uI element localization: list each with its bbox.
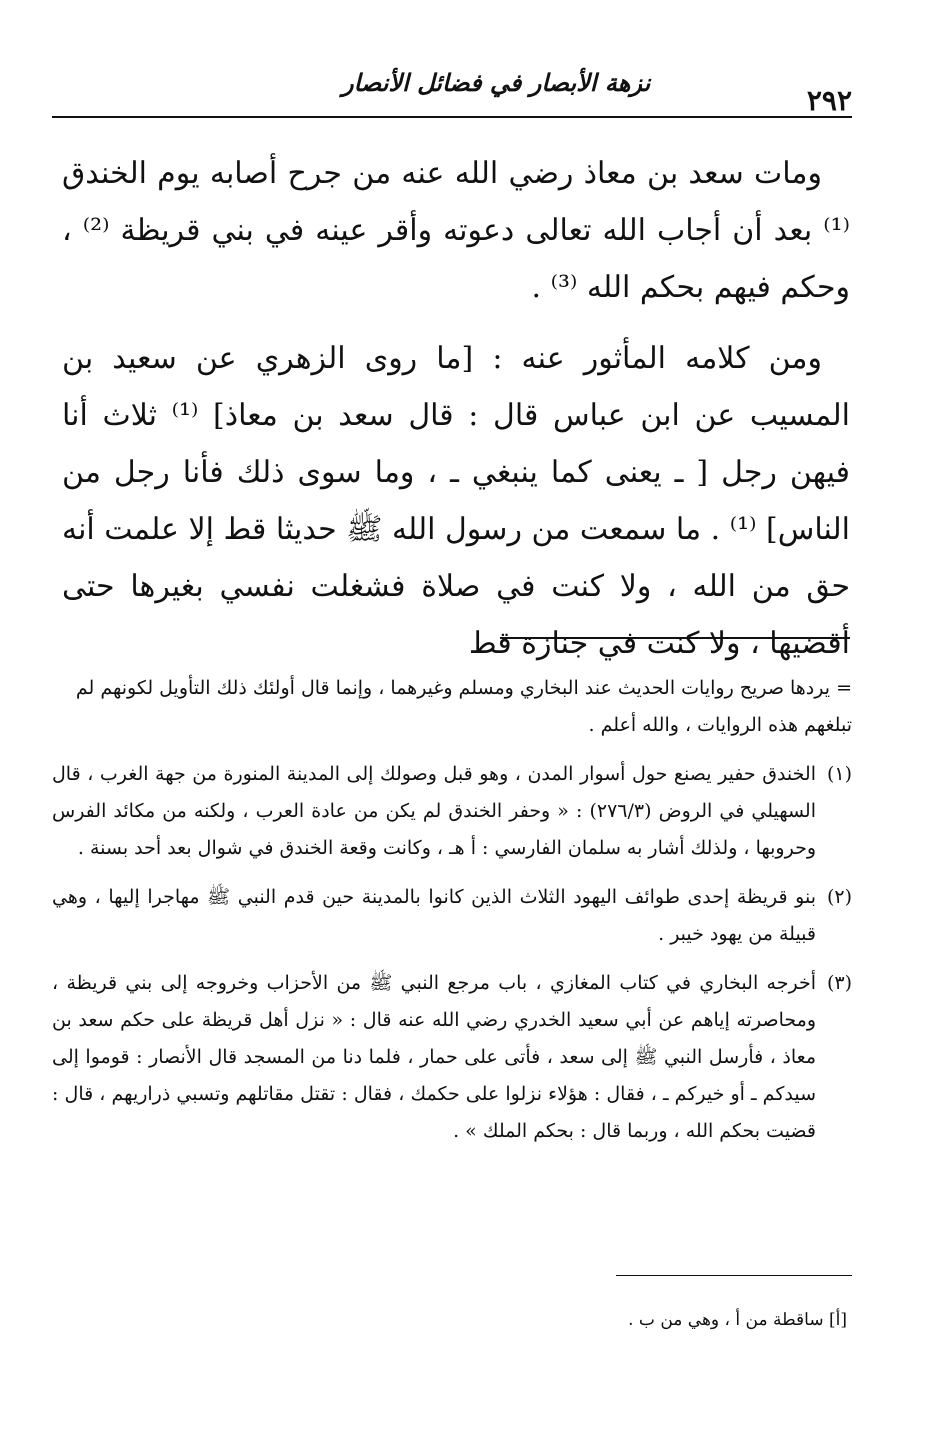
footnote xyxy=(52,756,852,867)
footnote-text: بنو قريظة إحدى طوائف اليهود الثلاث الذين كانوا بالمدينة حين قدم النبي ﷺ مهاجرا إليها ، وهي قبيلة من يهود خيبر . xyxy=(52,886,816,945)
main-text xyxy=(62,145,850,672)
footnote-text: الخندق حفير يصنع حول أسوار المدن ، وهو قبل وصولك إلى المدينة المنورة من جهة الغرب ، قال السهيلي في الروض (٢٧٦/٣) : « وحفر الخندق لم يكن من عادة العرب ، ولكنه من مكائد الفرس وحروبها ، ولذلك أشار به سلمان الفارسي : أ هـ ، وكانت وقعة الخندق في شوال بعد أحد بسنة . xyxy=(52,763,816,859)
variant-separator xyxy=(616,1275,852,1276)
page-header xyxy=(52,62,852,122)
footnote-separator xyxy=(500,637,850,639)
footnote xyxy=(52,965,852,1150)
book-title: نزهة الأبصار في فضائل الأنصار xyxy=(342,68,651,97)
header-rule xyxy=(52,116,852,118)
page-number: ٢٩٢ xyxy=(806,84,852,117)
footnote-number: (١) xyxy=(826,763,852,785)
footnote-text: أخرجه البخاري في كتاب المغازي ، باب مرجع النبي ﷺ من الأحزاب وخروجه إلى بني قريظة ، ومحاصرته إياهم عن أبي سعيد الخدري رضي الله عنه قال : « نزل أهل قريظة على حكم سعد بن معاذ ، فأرسل النبي ﷺ إلى سعد ، فأتى على حمار ، فلما دنا من المسجد قال الأنصار : قوموا إلى سيدكم ـ أو خيركم ـ ، فقال : هؤلاء نزلوا على حكمك ، فقال : تقتل مقاتلهم وتسبي ذراريهم ، قال : قضيت بحكم الله ، وربما قال : بحكم الملك » . xyxy=(52,972,816,1142)
footnote-number: (٣) xyxy=(826,972,852,994)
footnotes xyxy=(52,670,852,1162)
footnote-number: (٢) xyxy=(826,886,852,908)
main-paragraph: ومات سعد بن معاذ رضي الله عنه من جرح أصابه يوم الخندق ⁽¹⁾ بعد أن أجاب الله تعالى دعوته وأقر عينه في بني قريظة ⁽²⁾ ، وحكم فيهم بحكم الله ⁽³⁾ . xyxy=(62,156,850,305)
footnote-continuation: = يردها صريح روايات الحديث عند البخاري ومسلم وغيرهما ، وإنما قال أولئك ذلك التأويل لكونهم لم تبلغهم هذه الروايات ، والله أعلم . xyxy=(75,677,852,736)
footnote xyxy=(52,879,852,953)
main-paragraph: ومن كلامه المأثور عنه : [ما روى الزهري عن سعيد بن المسيب عن ابن عباس قال : قال سعد بن معاذ] ⁽¹⁾ ثلاث أنا فيهن رجل [ ـ يعنى كما ينبغي ـ ، وما سوى ذلك فأنا رجل من الناس] ⁽¹⁾ . ما سمعت من رسول الله ﷺ حديثا قط إلا علمت أنه حق من الله ، ولا كنت في صلاة فشغلت نفسي بغيرها حتى أقضيها ، ولا كنت في جنازة قط xyxy=(62,341,850,661)
manuscript-variant-note: [أ] ساقطة من أ ، وهي من ب . xyxy=(628,1310,847,1330)
